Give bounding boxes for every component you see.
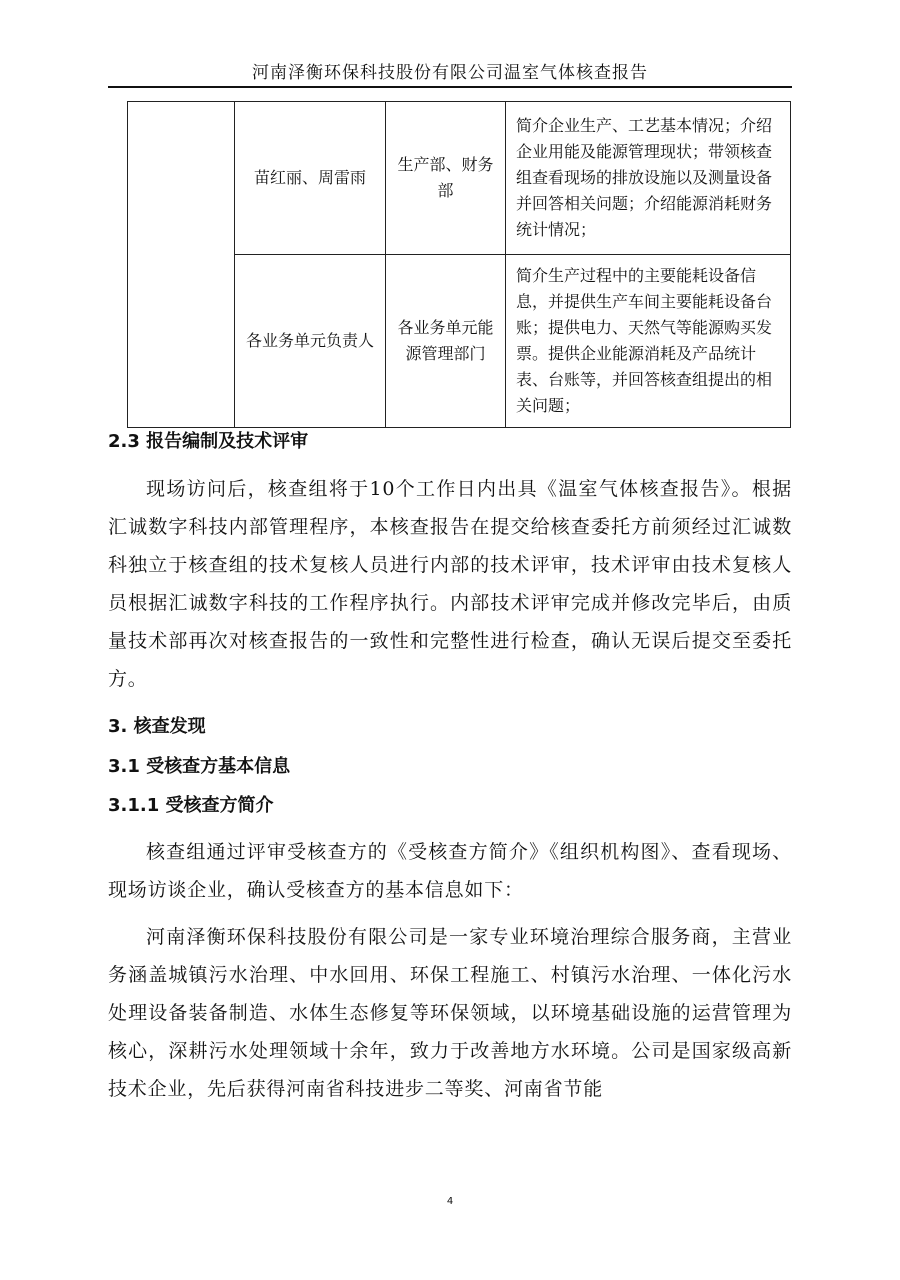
merged-blank-cell [128,102,235,428]
page-number: 4 [446,1196,454,1207]
participant-duties: 简介生产过程中的主要能耗设备信息，并提供生产车间主要能耗设备台账；提供电力、天然气等能源购买发票。提供企业能源消耗及产品统计表、台账等，并回答核查组提出的相关问题； [506,255,791,428]
participant-duties: 简介企业生产、工艺基本情况；介绍企业用能及能源管理现状；带领核查组查看现场的排放设施以及测量设备并回答相关问题；介绍能源消耗财务统计情况； [506,102,791,255]
participant-department: 生产部、财务部 [386,102,506,255]
participant-name: 苗红丽、周雷雨 [235,102,386,255]
section-2-3-paragraph: 现场访问后，核查组将于10个工作日内出具《温室气体核查报告》。根据汇诚数字科技内部管理程序，本核查报告在提交给核查委托方前须经过汇诚数科独立于核查组的技术复核人员进行内部的技术评审，技术评审由技术复核人员根据汇诚数字科技的工作程序执行。内部技术评审完成并修改完毕后，由质量技术部再次对核查报告的一致性和完整性进行检查，确认无误后提交至委托方。 [108,478,792,690]
participants-table [127,101,791,428]
document-body [108,428,792,1108]
section-heading-2-3: 2.3 报告编制及技术评审 [108,431,309,452]
page-header: 河南泽衡环保科技股份有限公司温室气体核查报告 [252,63,648,83]
section-heading-3: 3. 核查发现 [108,716,206,737]
table-row [128,102,791,255]
participant-name: 各业务单元负责人 [235,255,386,428]
section-heading-3-1-1: 3.1.1 受核查方简介 [108,795,274,816]
section-3-1-1-paragraph-2: 河南泽衡环保科技股份有限公司是一家专业环境治理综合服务商，主营业务涵盖城镇污水治理、中水回用、环保工程施工、村镇污水治理、一体化污水处理设备装备制造、水体生态修复等环保领域，以环境基础设施的运营管理为核心，深耕污水处理领域十余年，致力于改善地方水环境。公司是国家级高新技术企业，先后获得河南省科技进步二等奖、河南省节能 [108,926,792,1100]
participant-department: 各业务单元能源管理部门 [386,255,506,428]
section-3-1-1-paragraph-1: 核查组通过评审受核查方的《受核查方简介》《组织机构图》、查看现场、现场访谈企业，确认受核查方的基本信息如下： [108,841,792,901]
header-rule [108,86,792,88]
section-heading-3-1: 3.1 受核查方基本信息 [108,756,291,777]
